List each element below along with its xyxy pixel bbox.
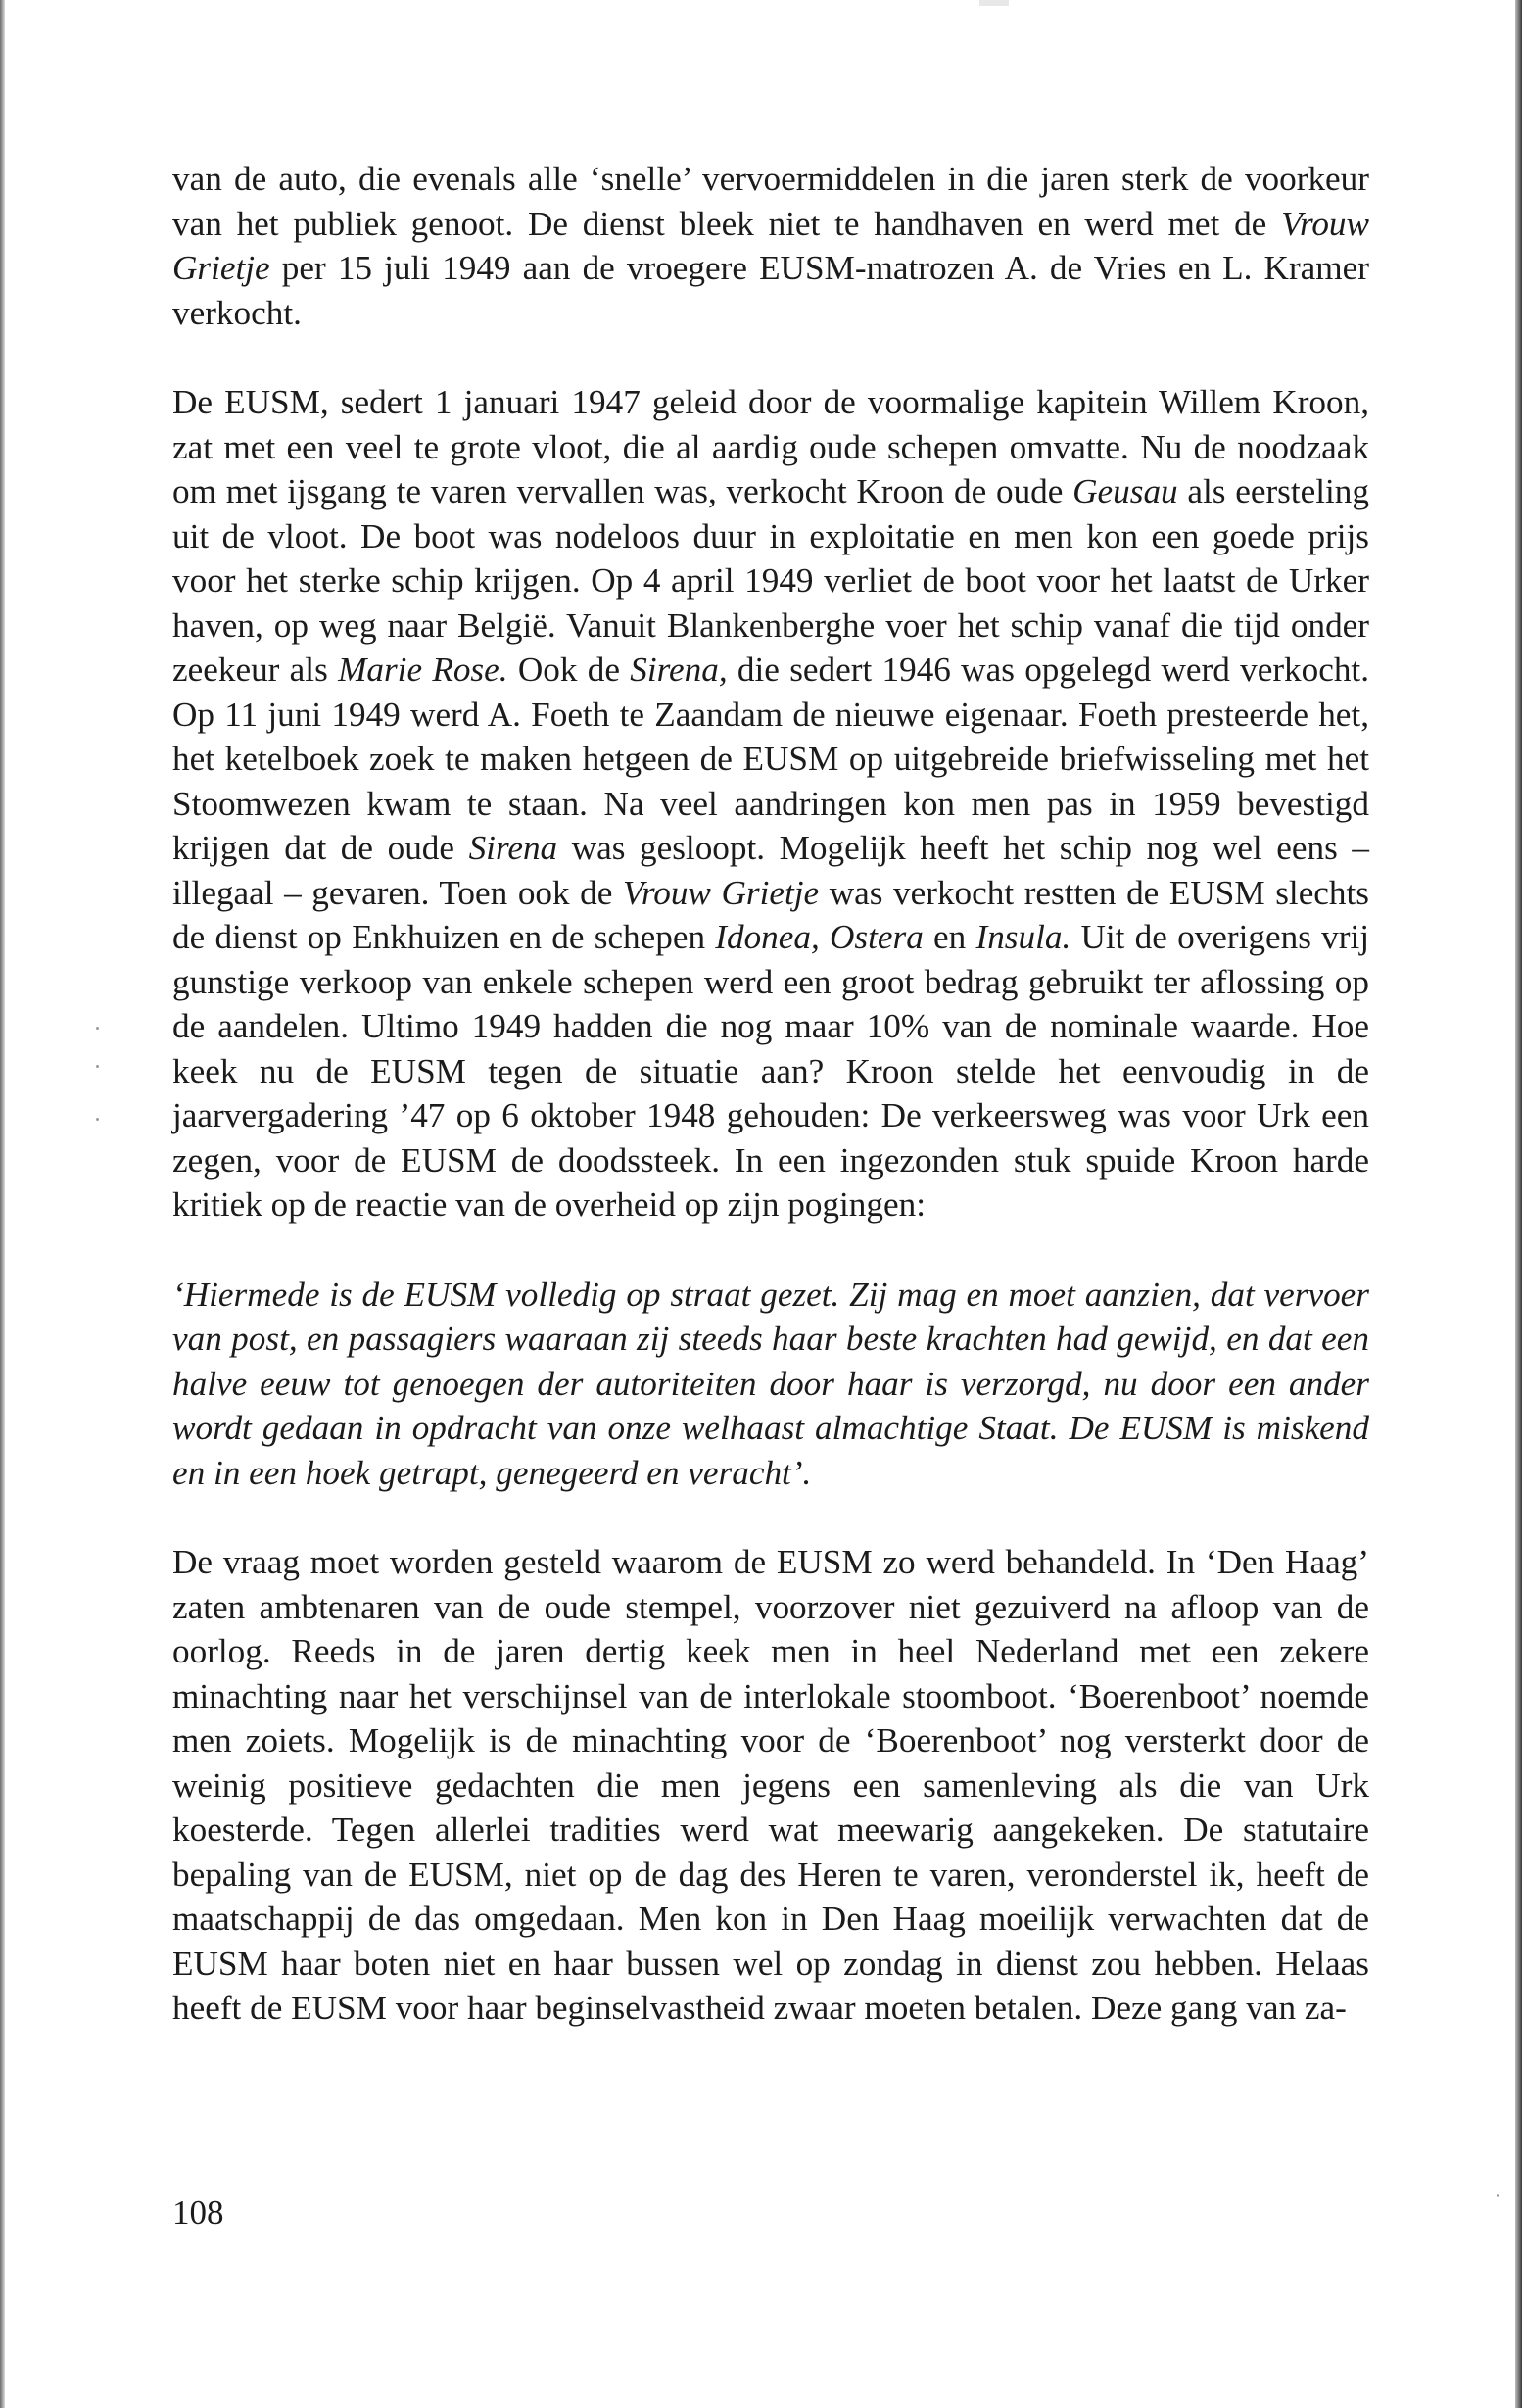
text-run: per 15 juli 1949 aan de vroegere EUSM-matrozen A. de Vries en L. Kramer verkocht. bbox=[172, 249, 1369, 332]
text-run: Uit de overigens vrij gunstige verkoop van enkele schepen werd een groot bedrag gebruikt ter aflossing op de aandelen. Ultimo 1949 hadden die nog maar 10% van de nominale waarde. Hoe keek nu de EUSM tegen de situatie aan? Kroon stelde het eenvoudig in de jaarvergadering ’47 op 6 oktober 1948 gehouden: De verkeersweg was voor Urk een zegen, voor de EUSM de doodssteek. In een ingezonden stuk spuide Kroon harde kritiek op de reactie van de overheid op zijn pogingen: bbox=[172, 918, 1369, 1224]
text-run: De vraag moet worden gesteld waarom de EUSM zo werd behandeld. In ‘Den Haag’ zaten ambtenaren van de oude stempel, voorzover niet gezuiverd na afloop van de oorlog. Reeds in de jaren dertig keek men in heel Nederland met een zekere minachting naar het verschijnsel van de interlokale stoomboot. ‘Boerenboot’ noemde men zoiets. Mogelijk is de minachting voor de ‘Boerenboot’ nog versterkt door de weinig positieve gedachten die men jegens een samenleving als die van Urk koesterde. Tegen allerlei tradities werd wat meewarig aangekeken. De statutaire bepaling van de EUSM, niet op de dag des Heren te varen, veronderstel ik, heeft de maatschappij de das omgedaan. Men kon in Den Haag moeilijk verwachten dat de EUSM haar boten niet en haar bussen wel op zondag in dienst zou hebben. Helaas heeft de EUSM voor haar beginselvastheid zwaar moeten betalen. Deze gang van za- bbox=[172, 1543, 1369, 2027]
text-run: als eersteling uit de vloot. De boot was nodeloos duur in exploitatie en men kon een goede prijs voor het sterke schip krijgen. Op 4 april 1949 verliet de boot voor het laatst de Urker haven, op weg naar België. Vanuit Blankenberghe voer het schip vanaf die tijd onder zeekeur als bbox=[172, 472, 1369, 689]
text-run: was gesloopt. Mogelijk heeft het schip nog wel eens – illegaal – gevaren. Toen ook de bbox=[172, 829, 1369, 912]
text-run: en bbox=[923, 918, 976, 956]
paragraph-gap bbox=[172, 1228, 1369, 1273]
paragraph-1 bbox=[172, 157, 1369, 335]
paragraph-gap bbox=[172, 1495, 1369, 1540]
scan-artifact bbox=[979, 0, 1009, 6]
italic-text-run: Marie Rose. bbox=[338, 650, 508, 689]
scan-speck bbox=[96, 1118, 99, 1121]
paragraph-3 bbox=[172, 1540, 1369, 2031]
text-run: Ook de bbox=[507, 650, 631, 689]
italic-text-run: Insula. bbox=[975, 918, 1071, 956]
italic-text-run: Geusau bbox=[1072, 472, 1178, 510]
text-run: was verkocht restten de EUSM slechts de dienst op Enkhuizen en de schepen bbox=[172, 873, 1369, 956]
text-run: De EUSM, sedert 1 januari 1947 geleid door de voormalige kapitein Willem Kroon, zat met een veel te grote vloot, die al aardig oude schepen omvatte. Nu de noodzaak om met ijsgang te varen vervallen was, verkocht Kroon de oude bbox=[172, 383, 1369, 510]
text-run: die sedert 1946 was opgelegd werd verkocht. Op 11 juni 1949 werd A. Foeth te Zaandam de nieuwe eigenaar. Foeth presteerde het, het ketelboek zoek te maken hetgeen de EUSM op uitgebreide briefwisseling met het Stoomwezen kwam te staan. Na veel aandringen kon men pas in 1959 bevestigd krijgen dat de oude bbox=[172, 650, 1370, 867]
scan-speck bbox=[96, 1065, 99, 1068]
paragraph-gap bbox=[172, 335, 1369, 380]
italic-text-run: Idonea, Ostera bbox=[715, 918, 924, 956]
page-number: 108 bbox=[172, 2193, 224, 2232]
page-edge-right bbox=[1515, 0, 1522, 2408]
italic-text-run: Sirena, bbox=[630, 650, 728, 689]
italic-text-run: Sirena bbox=[468, 829, 558, 867]
scan-speck bbox=[96, 1027, 99, 1030]
text-run: van de auto, die evenals alle ‘snelle’ vervoermiddelen in die jaren sterk de voorkeur van het publiek genoot. De dienst bleek niet te handhaven en werd met de bbox=[172, 160, 1369, 243]
italic-text-run: Vrouw Grietje bbox=[622, 873, 820, 912]
scan-speck bbox=[1497, 2194, 1499, 2197]
italic-text-run: Vrouw Grietje bbox=[172, 204, 1369, 287]
paragraph-2 bbox=[172, 380, 1369, 1228]
block-quote bbox=[172, 1273, 1369, 1496]
body-text bbox=[172, 157, 1369, 2031]
page-edge-left bbox=[0, 0, 5, 2408]
text-run: ‘Hiermede is de EUSM volledig op straat gezet. Zij mag en moet aanzien, dat vervoer van post, en passagiers waaraan zij steeds haar beste krachten had gewijd, en dat een halve eeuw tot genoegen der autoriteiten door haar is verzorgd, nu door een ander wordt gedaan in opdracht van onze welhaast almachtige Staat. De EUSM is miskend en in een hoek getrapt, genegeerd en veracht’. bbox=[172, 1275, 1369, 1492]
